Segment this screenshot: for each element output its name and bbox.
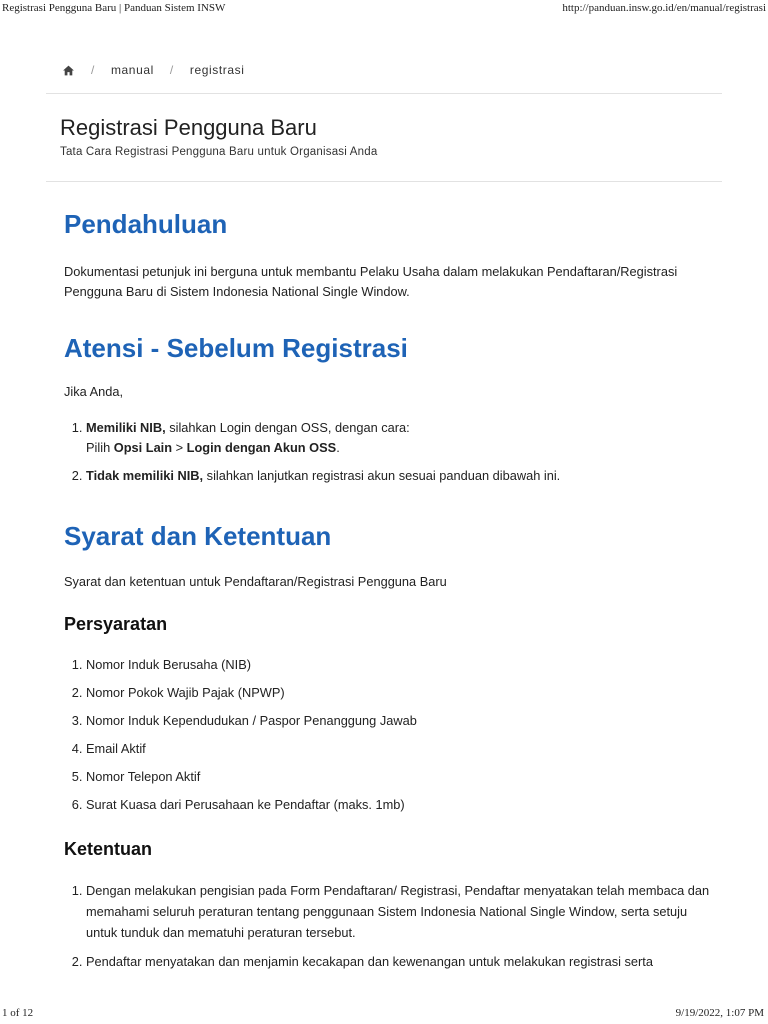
section-heading-syarat: Syarat dan Ketentuan <box>64 521 332 551</box>
subheading-ketentuan: Ketentuan <box>64 839 153 859</box>
ketentuan-list <box>64 880 714 972</box>
list-item: 2. Nomor Pokok Wajib Pajak (NPWP) <box>86 683 714 703</box>
print-page-title: Registrasi Pengguna Baru | Panduan Sistem INSW <box>2 2 226 14</box>
atensi-item2-text: silahkan lanjutkan registrasi akun sesuai panduan dibawah ini. <box>203 468 561 483</box>
atensi-item1-end: . <box>336 440 340 455</box>
atensi-gt: > <box>172 440 187 455</box>
breadcrumb-item-manual[interactable]: manual <box>110 63 154 77</box>
list-item: 3. Nomor Induk Kependudukan / Paspor Penanggung Jawab <box>86 711 714 731</box>
main-content <box>64 204 714 972</box>
syarat-intro: Syarat dan ketentuan untuk Pendaftaran/Registrasi Pengguna Baru <box>64 574 447 589</box>
atensi-item1-prefix: Pilih <box>86 440 114 455</box>
breadcrumb-separator: / <box>91 63 95 77</box>
list-item: 1. Nomor Induk Berusaha (NIB) <box>86 655 714 675</box>
divider <box>46 93 722 94</box>
atensi-list <box>64 418 714 486</box>
page-subtitle: Tata Cara Registrasi Pengguna Baru untuk Organisasi Anda <box>60 146 378 158</box>
breadcrumb-item-registrasi[interactable]: registrasi <box>189 63 245 77</box>
persyaratan-list <box>64 655 714 815</box>
section-heading-atensi: Atensi - Sebelum Registrasi <box>64 333 408 363</box>
list-item: 5. Nomor Telepon Aktif <box>86 767 714 787</box>
print-header <box>0 0 768 20</box>
list-item <box>86 466 714 486</box>
atensi-item2-bold: Tidak memiliki NIB, <box>86 468 204 483</box>
print-footer <box>0 1006 768 1024</box>
list-item: 6. Surat Kuasa dari Perusahaan ke Pendaftar (maks. 1mb) <box>86 795 714 815</box>
atensi-login-oss: Login dengan Akun OSS <box>186 440 337 455</box>
atensi-opsi-lain: Opsi Lain <box>113 440 173 455</box>
list-item: 2. Pendaftar menyatakan dan menjamin kecakapan dan kewenangan untuk melakukan registrasi serta <box>86 951 714 972</box>
home-icon[interactable] <box>62 64 75 77</box>
divider <box>46 181 722 182</box>
atensi-item1-bold: Memiliki NIB, <box>86 420 166 435</box>
list-item: 4. Email Aktif <box>86 739 714 759</box>
page-header <box>60 114 377 158</box>
page-title: Registrasi Pengguna Baru <box>60 115 317 140</box>
print-page-url: http://panduan.insw.go.id/en/manual/registrasi <box>562 2 766 14</box>
atensi-intro: Jika Anda, <box>64 384 124 399</box>
list-item: 1. Dengan melakukan pengisian pada Form Pendaftaran/ Registrasi, Pendaftar menyatakan telah membaca dan memahami seluruh peraturan tentang penggunaan Sistem Indonesia National Single Window, serta setuju untuk tunduk dan mematuhi peraturan tersebut. <box>86 880 714 943</box>
print-datetime: 9/19/2022, 1:07 PM <box>675 1007 764 1019</box>
atensi-item1-text: silahkan Login dengan OSS, dengan cara: <box>165 420 410 435</box>
section-heading-pendahuluan: Pendahuluan <box>64 209 228 239</box>
list-item <box>86 418 714 458</box>
print-page-number: 1 of 12 <box>2 1007 34 1019</box>
subheading-persyaratan: Persyaratan <box>64 614 168 634</box>
breadcrumb <box>62 62 245 78</box>
pendahuluan-paragraph: Dokumentasi petunjuk ini berguna untuk membantu Pelaku Usaha dalam melakukan Pendaftaran/Registrasi Pengguna Baru di Sistem Indonesia National Single Window. <box>64 264 678 299</box>
breadcrumb-separator: / <box>169 63 174 77</box>
